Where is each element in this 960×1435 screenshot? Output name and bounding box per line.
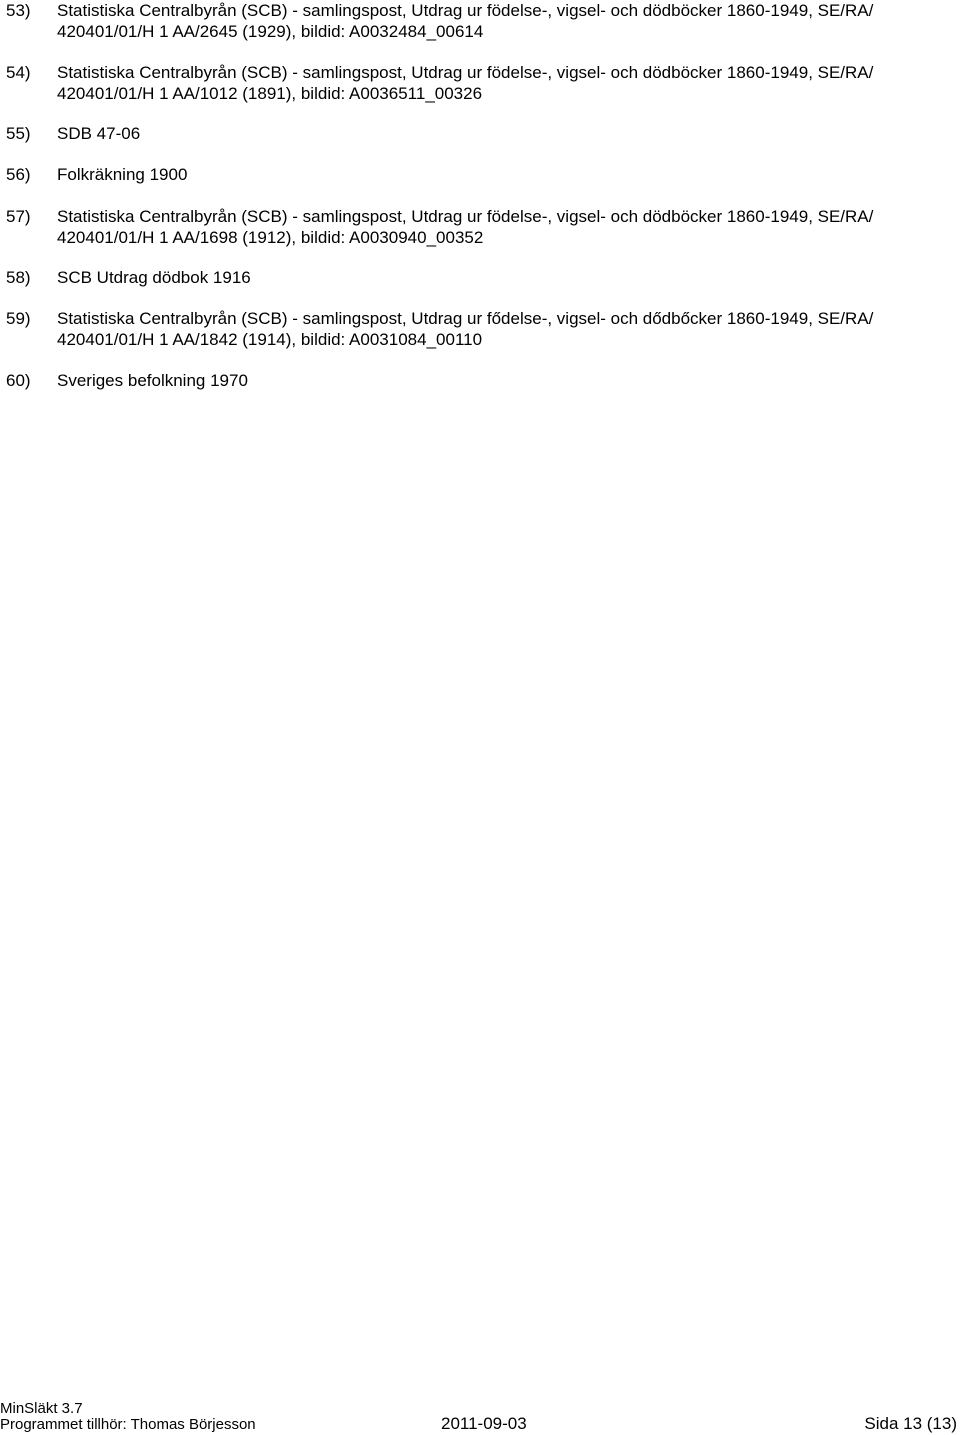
reference-number: 58) [6, 268, 31, 287]
reference-text [57, 267, 952, 288]
reference-number: 54) [6, 63, 31, 82]
reference-text [57, 370, 952, 391]
footer-page-number: Sida 13 (13) [864, 1414, 957, 1433]
page-footer [0, 1399, 960, 1435]
footer-date: 2011-09-03 [441, 1414, 527, 1433]
reference-number: 59) [6, 309, 31, 328]
footer-owner: Programmet tillhör: Thomas Börjesson [0, 1416, 256, 1433]
reference-line: Statistiska Centralbyrån (SCB) - samlingspost, Utdrag ur födelse-, vigsel- och dödböcker 1860-1949, SE/RA/ [57, 207, 874, 226]
reference-line: Statistiska Centralbyrån (SCB) - samlingspost, Utdrag ur fődelse-, vigsel- och dődbőcker 1860-1949, SE/RA/ [57, 309, 874, 328]
reference-number: 60) [6, 371, 31, 390]
reference-number: 55) [6, 124, 31, 143]
reference-line: 420401/01/H 1 AA/1842 (1914), bildid: A0031084_00110 [57, 330, 483, 349]
reference-line: Folkräkning 1900 [57, 165, 188, 184]
reference-line: SDB 47-06 [57, 124, 141, 143]
reference-line: Statistiska Centralbyrån (SCB) - samlingspost, Utdrag ur födelse-, vigsel- och dödböcker 1860-1949, SE/RA/ [57, 1, 874, 20]
reference-text [57, 164, 952, 185]
reference-line: Sveriges befolkning 1970 [57, 371, 248, 390]
reference-text [57, 0, 952, 42]
reference-number: 53) [6, 1, 31, 20]
reference-number: 57) [6, 207, 31, 226]
reference-line: 420401/01/H 1 AA/1698 (1912), bildid: A0030940_00352 [57, 228, 484, 247]
reference-text [57, 206, 952, 248]
reference-text [57, 308, 952, 350]
reference-line: Statistiska Centralbyrån (SCB) - samlingspost, Utdrag ur födelse-, vigsel- och dödböcker 1860-1949, SE/RA/ [57, 63, 874, 82]
reference-text [57, 62, 952, 104]
reference-line: SCB Utdrag dödbok 1916 [57, 268, 251, 287]
reference-text [57, 123, 952, 144]
reference-line: 420401/01/H 1 AA/1012 (1891), bildid: A0036511_00326 [57, 84, 483, 103]
reference-line: 420401/01/H 1 AA/2645 (1929), bildid: A0032484_00614 [57, 22, 484, 41]
reference-number: 56) [6, 165, 31, 184]
footer-app-name: MinSläkt 3.7 [0, 1400, 83, 1417]
